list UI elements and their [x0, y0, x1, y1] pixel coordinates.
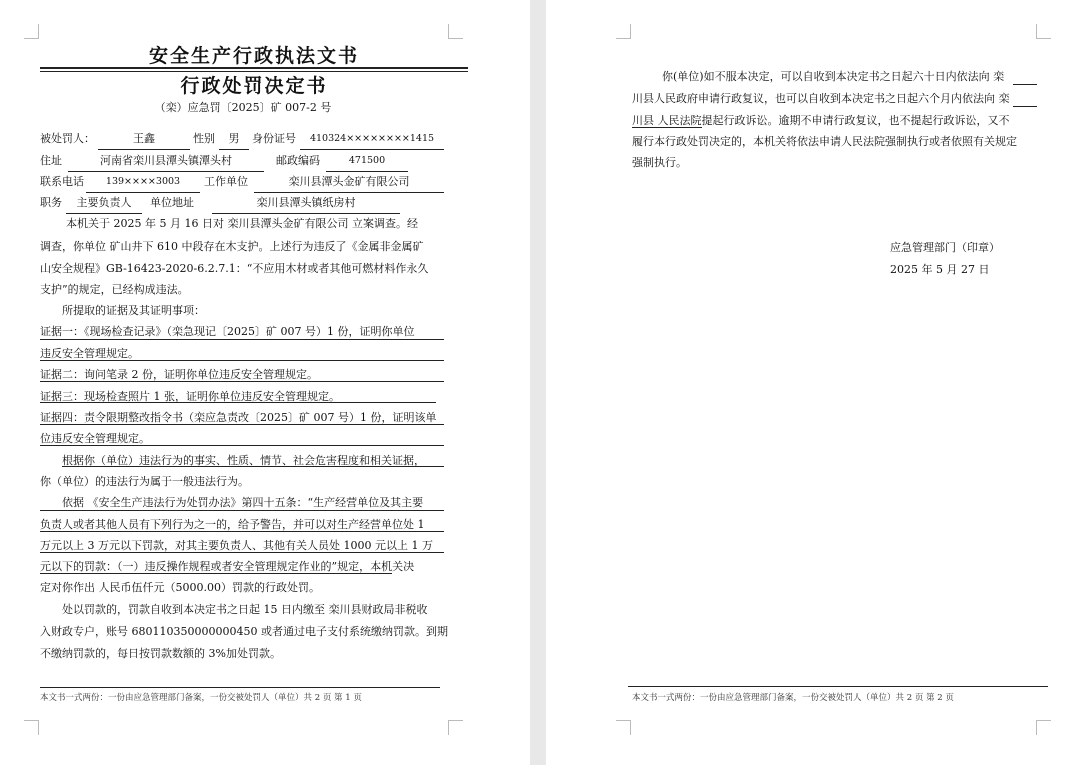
footer-rule	[628, 686, 1048, 687]
page-footer: 本文书一式两份：一份由应急管理部门备案，一份交被处罚人（单位）共 2 页 第 2 页	[632, 693, 954, 703]
basis-line: 负责人或者其他人员有下列行为之一的，给予警告，并可以对生产经营单位处 1	[40, 518, 425, 531]
position-label: 职务	[40, 196, 62, 209]
crop-mark	[448, 720, 463, 735]
evidence-line: 证据二：询问笔录 2 份，证明你单位违反安全管理规定。	[40, 368, 318, 381]
investigation-line: 调查，你单位 矿山井下 610 中段存在木支护。上述行为违反了《金属非金属矿	[40, 240, 424, 253]
severity-line: 你（单位）的违法行为属于一般违法行为。	[40, 475, 249, 488]
investigation-line: 支护”的规定，已经构成违法。	[40, 283, 189, 296]
investigation-line: 本机关于 2025 年 5 月 16 日对 栾川县潭头金矿有限公司 立案调查。经	[66, 217, 418, 230]
fill-rule	[40, 360, 444, 361]
issuer-signature: 应急管理部门（印章）	[890, 241, 1000, 254]
postcode-value: 471500	[326, 150, 408, 172]
evidence-line: 违反安全管理规定。	[40, 347, 139, 360]
gender-label: 性别	[193, 132, 215, 145]
fill-rule	[40, 552, 444, 553]
postcode-label: 邮政编码	[276, 154, 320, 167]
evidence-line: 证据三：现场检查照片 1 张，证明你单位违反安全管理规定。	[40, 390, 340, 403]
crop-mark	[616, 24, 631, 39]
fill-rule	[1013, 106, 1037, 107]
document-page-2	[546, 0, 1083, 765]
phone-value: 139××××3003	[86, 171, 200, 193]
issue-date: 2025 年 5 月 27 日	[890, 263, 990, 276]
id-label: 身份证号	[252, 132, 296, 145]
crop-mark	[1036, 24, 1051, 39]
basis-line: 依据 《安全生产违法行为处罚办法》第四十五条：“生产经营单位及其主要	[62, 496, 424, 509]
evidence-line: 位违反安全管理规定。	[40, 432, 150, 445]
fill-rule	[1013, 84, 1037, 85]
gender-value: 男	[219, 128, 249, 150]
document-title: 行政处罚决定书	[180, 75, 328, 97]
remedy-line: 强制执行。	[632, 156, 687, 169]
remedy-line: 履行本行政处罚决定的，本机关将依法申请人民法院强制执行或者依照有关规定	[632, 135, 1017, 148]
fill-rule	[40, 381, 444, 382]
document-number: （栾）应急罚〔2025〕矿 007-2 号	[154, 101, 332, 114]
evidence-line: 证据一：《现场检查记录》（栾急现记〔2025〕矿 007 号）1 份，证明你单位	[40, 325, 415, 338]
payment-line: 处以罚款的，罚款自收到本决定书之日起 15 日内缴至 栾川县财政局非税收	[62, 603, 428, 616]
investigation-line: 山安全规程》GB-16423-2020-6.2.7.1：“不应用木材或者其他可燃材料作永久	[40, 262, 429, 275]
footer-rule	[40, 687, 440, 688]
payment-line: 不缴纳罚款的，每日按罚款数额的 3%加处罚款。	[40, 647, 281, 660]
evidence-line: 证据四：责令限期整改指令书（栾应急责改〔2025〕矿 007 号）1 份，证明该单	[40, 411, 437, 424]
crop-mark	[24, 24, 39, 39]
basis-line: 定对你作出 人民币伍仟元（5000.00）罚款的行政处罚。	[40, 581, 320, 594]
document-page-1	[0, 0, 530, 765]
page-footer: 本文书一式两份：一份由应急管理部门备案，一份交被处罚人（单位）共 2 页 第 1 页	[40, 693, 362, 703]
penalized-value: 王鑫	[98, 128, 190, 150]
crop-mark	[448, 24, 463, 39]
unit-address-label: 单位地址	[150, 196, 194, 209]
basis-line: 万元以上 3 万元以下罚款，对其主要负责人、其他有关人员处 1000 元以上 1 万	[40, 539, 433, 552]
crop-mark	[24, 720, 39, 735]
address-label: 住址	[40, 154, 62, 167]
fill-rule	[40, 445, 444, 446]
position-value: 主要负责人	[66, 192, 142, 214]
fill-rule	[40, 339, 444, 340]
basis-line: 元以下的罚款：（一）违反操作规程或者安全管理规定作业的”规定，本机关决	[40, 560, 415, 573]
crop-mark	[1036, 720, 1051, 735]
payment-line: 入财政专户，账号 680110350000000450 或者通过电子支付系统缴纳罚款。到期	[40, 625, 448, 638]
fill-rule	[40, 510, 444, 511]
address-value: 河南省栾川县潭头镇潭头村	[68, 150, 264, 172]
workplace-value: 栾川县潭头金矿有限公司	[254, 171, 444, 193]
phone-label: 联系电话	[40, 175, 84, 188]
fill-rule	[40, 402, 436, 403]
remedy-line: 你(单位)如不服本决定，可以自收到本决定书之日起六十日内依法向 栾	[662, 70, 1005, 83]
remedy-line: 川县 人民法院提起行政诉讼。逾期不申请行政复议，也不提起行政诉讼，又不	[632, 114, 1010, 127]
fill-rule	[40, 424, 444, 425]
fill-rule	[62, 466, 444, 467]
id-value: 410324××××××××1415	[300, 128, 444, 150]
unit-address-value: 栾川县潭头镇纸房村	[212, 192, 400, 214]
fill-rule	[40, 573, 392, 574]
header-rule	[40, 67, 468, 69]
crop-mark	[616, 720, 631, 735]
penalized-label: 被处罚人：	[40, 132, 95, 145]
fill-rule	[40, 531, 444, 532]
header-title: 安全生产行政执法文书	[148, 45, 359, 67]
workplace-label: 工作单位	[204, 175, 248, 188]
fill-rule	[632, 127, 702, 128]
evidence-intro: 所提取的证据及其证明事项：	[62, 304, 205, 317]
remedy-line: 川县人民政府申请行政复议，也可以自收到本决定书之日起六个月内依法向 栾	[632, 92, 1010, 105]
severity-line: 根据你（单位）违法行为的事实、性质、情节、社会危害程度和相关证据，	[62, 454, 425, 467]
